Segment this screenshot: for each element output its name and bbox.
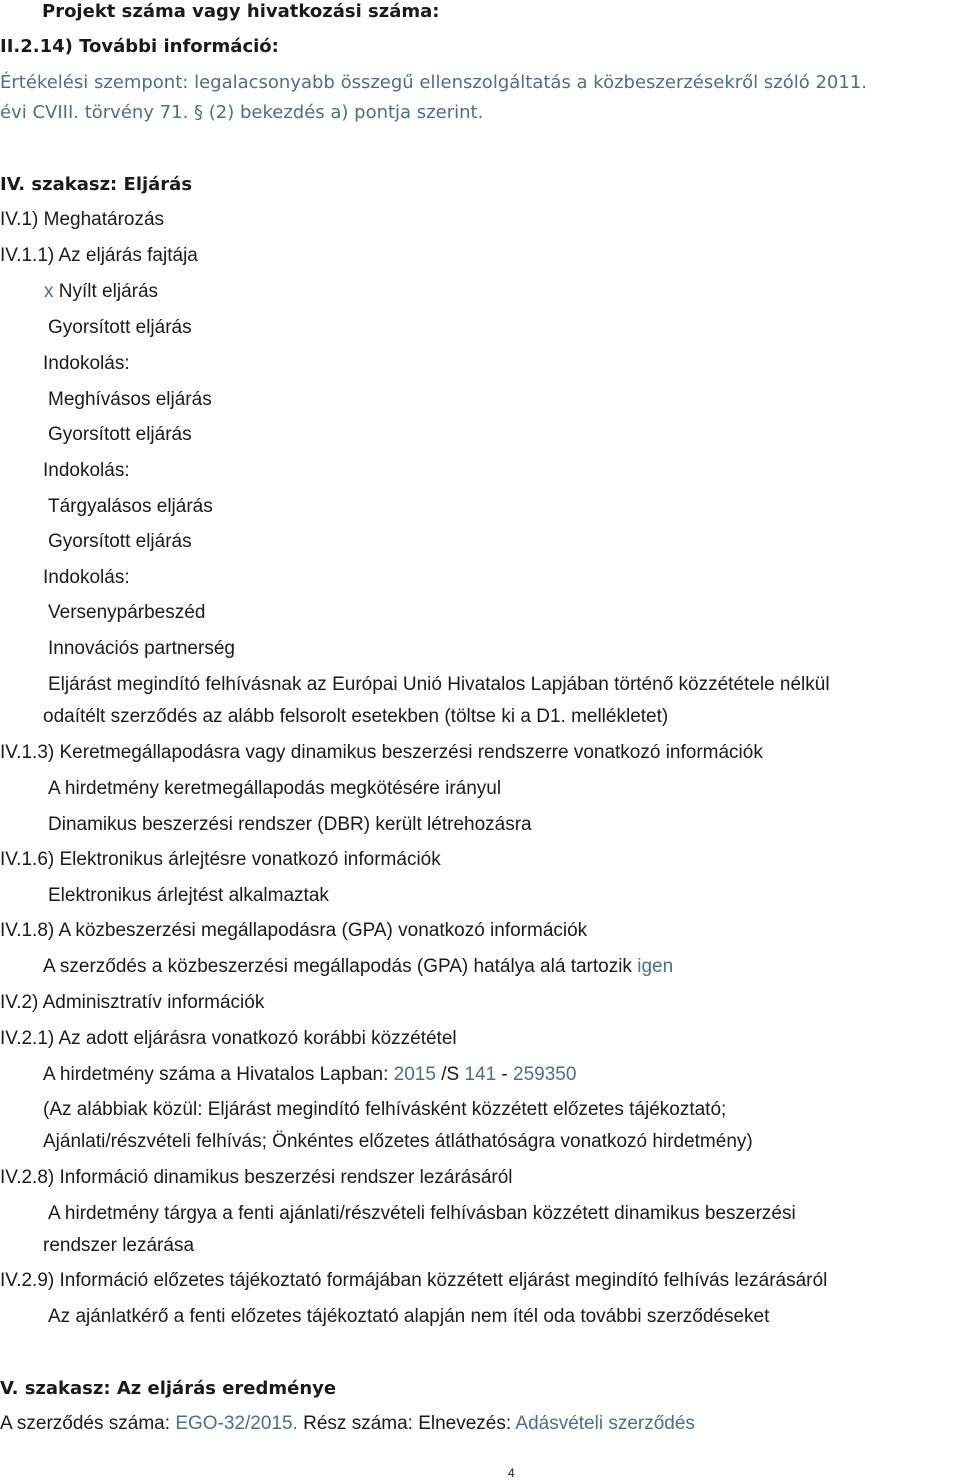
contract-title: Adásvételi szerződés: [515, 1413, 695, 1434]
notice-id: 259350: [513, 1064, 577, 1085]
framework-agreement: A hirdetmény keretmegállapodás megkötésére irányul: [48, 778, 502, 799]
heading-iv-1-3: IV.1.3) Keretmegállapodásra vagy dinamikus beszerzési rendszerre vonatkozó információk: [0, 742, 763, 763]
heading-iv-2: IV.2) Adminisztratív információk: [0, 992, 265, 1013]
procedure-innovation-partnership: Innovációs partnerség: [48, 638, 235, 659]
checked-mark: x: [44, 281, 54, 302]
procedure-accelerated-3: Gyorsított eljárás: [48, 531, 192, 552]
evaluation-criteria-line-1: Értékelési szempont: legalacsonyabb összegű ellenszolgáltatás a közbeszerzésekről szóló 2011.: [0, 72, 867, 93]
justification-2: Indokolás:: [43, 460, 130, 481]
procedure-open: [44, 281, 158, 303]
gpa-label: A szerződés a közbeszerzési megállapodás (GPA) hatálya alá tartozik: [43, 956, 632, 977]
section-heading-ii-2-14: II.2.14) További információ:: [0, 36, 279, 57]
gpa-value: igen: [637, 956, 674, 977]
section-v-heading: V. szakasz: Az eljárás eredménye: [0, 1378, 337, 1399]
heading-iv-2-9: IV.2.9) Információ előzetes tájékoztató formájában közzétett eljárást megindító felhívás lezárásáról: [0, 1270, 828, 1291]
dynamic-purchasing-system: Dinamikus beszerzési rendszer (DBR) került létrehozásra: [48, 814, 532, 835]
procedure-competitive-dialogue: Versenypárbeszéd: [48, 602, 206, 623]
notice-number-label: A hirdetmény száma a Hivatalos Lapban:: [43, 1064, 389, 1085]
heading-iv-1-6: IV.1.6) Elektronikus árlejtésre vonatkozó információk: [0, 849, 441, 870]
contract-line: [0, 1413, 695, 1435]
pin-closure-note: Az ajánlatkérő a fenti előzetes tájékoztató alapján nem ítél oda további szerződéseket: [48, 1306, 770, 1327]
electronic-auction: Elektronikus árlejtést alkalmaztak: [48, 885, 329, 906]
contract-number-label: A szerződés száma:: [0, 1413, 171, 1434]
procedure-restricted: Meghívásos eljárás: [48, 389, 212, 410]
notice-number-line: [43, 1064, 576, 1086]
gpa-line: [43, 956, 673, 978]
notice-series: /S: [441, 1064, 460, 1085]
dps-closure-2: rendszer lezárása: [43, 1235, 195, 1256]
procedure-accelerated-2: Gyorsított eljárás: [48, 424, 192, 445]
procedure-without-publication-1: Eljárást megindító felhívásnak az Európai Unió Hivatalos Lapjában történő közzététele nélkül: [48, 674, 830, 695]
lot-label: Rész száma: Elnevezés:: [303, 1413, 512, 1434]
justification-1: Indokolás:: [43, 353, 130, 374]
procedure-open-label: Nyílt eljárás: [58, 281, 159, 302]
justification-3: Indokolás:: [43, 567, 130, 588]
heading-iv-2-1: IV.2.1) Az adott eljárásra vonatkozó korábbi közzététel: [0, 1028, 457, 1049]
dps-closure-1: A hirdetmény tárgya a fenti ajánlati/részvételi felhívásban közzétett dinamikus beszerzési: [48, 1203, 796, 1224]
procedure-accelerated-1: Gyorsított eljárás: [48, 317, 192, 338]
procedure-without-publication-2: odaítélt szerződés az alább felsorolt esetekben (töltse ki a D1. mellékletet): [43, 706, 669, 727]
heading-iv-1-1: IV.1.1) Az eljárás fajtája: [0, 245, 198, 266]
notice-issue: 141: [464, 1064, 497, 1085]
heading-iv-1: IV.1) Meghatározás: [0, 209, 165, 230]
evaluation-criteria-line-2: évi CVIII. törvény 71. § (2) bekezdés a) pontja szerint.: [0, 102, 484, 123]
notice-type-note-1: (Az alábbiak közül: Eljárást megindító felhívásként közzétett előzetes tájékoztató;: [43, 1099, 727, 1120]
contract-number: EGO-32/2015.: [175, 1413, 298, 1434]
page-number: 4: [508, 1466, 515, 1480]
notice-dash: -: [501, 1064, 508, 1085]
procedure-negotiated: Tárgyalásos eljárás: [48, 496, 213, 517]
heading-iv-2-8: IV.2.8) Információ dinamikus beszerzési rendszer lezárásáról: [0, 1167, 513, 1188]
section-iv-heading: IV. szakasz: Eljárás: [0, 174, 193, 195]
heading-iv-1-8: IV.1.8) A közbeszerzési megállapodásra (GPA) vonatkozó információk: [0, 920, 588, 941]
notice-year: 2015: [393, 1064, 436, 1085]
project-number-label: Projekt száma vagy hivatkozási száma:: [42, 1, 440, 22]
notice-type-note-2: Ajánlati/részvételi felhívás; Önkéntes előzetes átláthatóságra vonatkozó hirdetmény): [43, 1131, 753, 1152]
